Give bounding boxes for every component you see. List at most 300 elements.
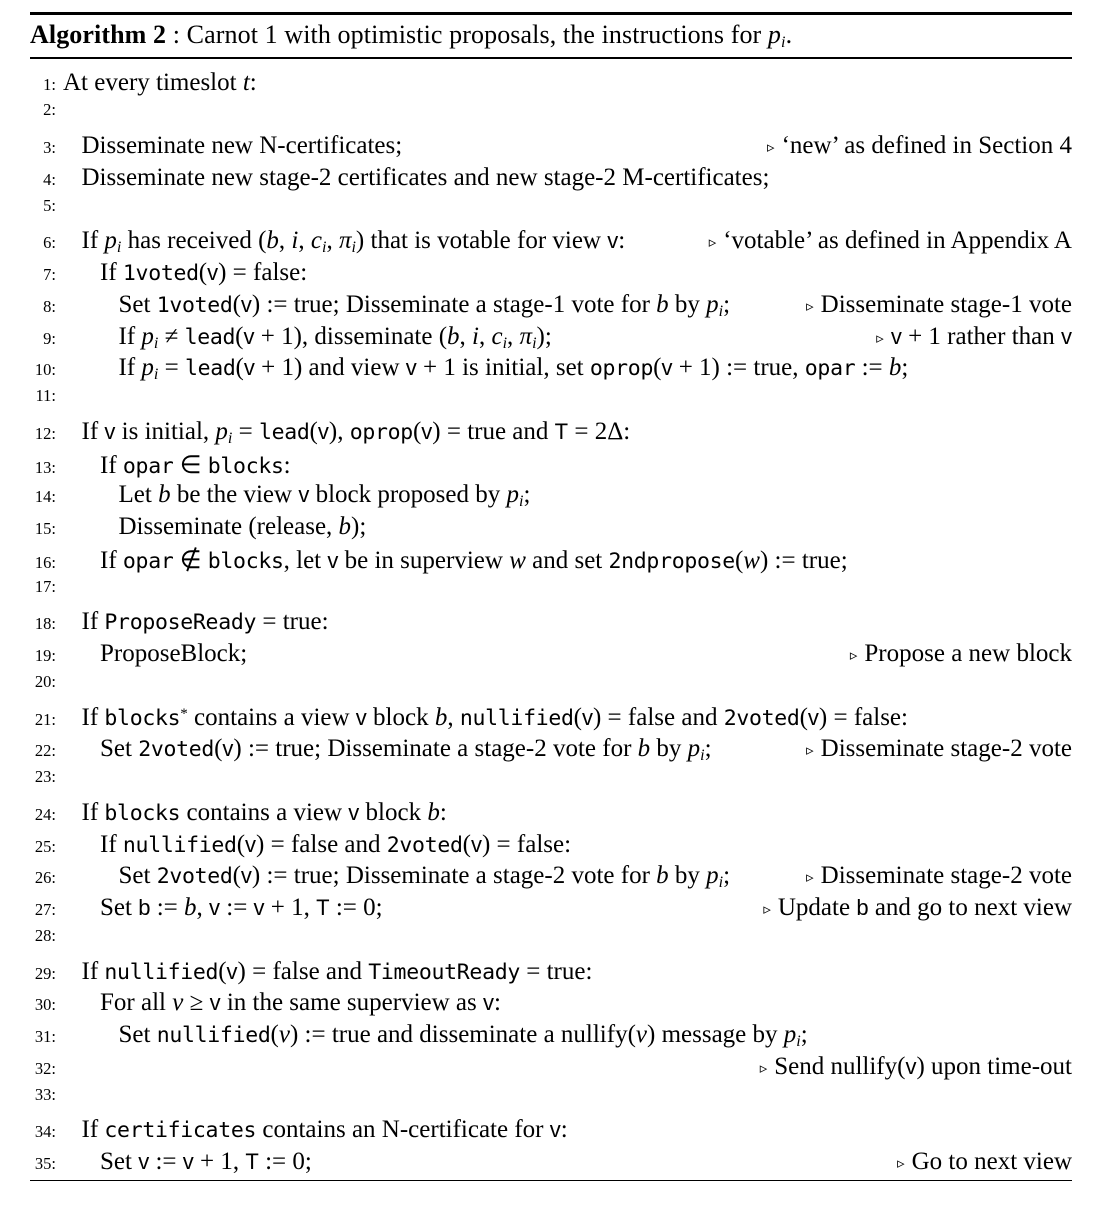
code-segment: lead [184,356,236,382]
line-number: 3: [43,138,56,158]
code-segment: has received ( [121,227,267,255]
line-code [82,418,631,446]
algorithm-line [30,640,1072,672]
line-code [100,1148,312,1176]
line-number: 12: [34,423,56,443]
line-number: 2: [43,100,56,120]
code-segment: : [560,1116,568,1144]
code-segment: nullified [156,1023,271,1049]
code-segment: i [153,334,159,352]
code-segment: If [100,451,123,479]
code-segment: ; [723,290,731,318]
code-segment: p [687,735,701,763]
code-segment: T [554,418,569,444]
code-segment: i [291,227,299,255]
code-segment: p [706,290,719,318]
comment-marker-icon: ▹ [806,296,814,315]
code-segment: b [434,703,448,731]
code-segment: := [855,354,889,382]
code-segment: b [637,735,651,763]
line-number: 11: [35,386,56,406]
code-segment: ( [573,703,582,731]
line-number: 9: [43,328,56,348]
comment-segment: Disseminate stage-1 vote [820,290,1072,318]
code-segment: := [220,894,254,922]
code-segment: v [635,1021,648,1049]
code-segment: If [81,957,105,985]
code-segment: Disseminate (release, [118,513,339,541]
algorithm-line [30,767,1072,799]
code-segment: ) = false: [218,259,308,287]
comment-marker-icon: ▹ [708,233,717,252]
code-segment: + 1) and view [254,354,406,382]
code-segment: , [459,322,473,350]
algorithm-line [30,735,1072,767]
code-segment: b [266,227,279,255]
code-segment: 2ndpropose [608,548,735,574]
code-segment: ) message by [647,1021,784,1049]
code-segment: v [172,989,184,1017]
code-segment: i [153,366,159,384]
code-segment: v [240,863,252,889]
algorithm-line [30,545,1072,577]
line-number: 29: [34,963,56,983]
line-number: 10: [34,360,56,380]
code-segment: = true: [520,957,593,985]
code-segment: v [348,799,360,825]
line-code [100,545,848,575]
comment-segment: and go to next view [868,894,1072,922]
line-number: 30: [34,995,56,1015]
algorithm-line [30,799,1072,831]
line-code [119,291,731,319]
code-segment: nullified [104,959,219,985]
code-segment: p [706,862,719,890]
code-segment: v [317,418,329,444]
code-segment: i [519,493,524,511]
line-code [100,989,501,1017]
code-segment: b [338,513,352,541]
code-segment: ( [235,354,244,382]
code-segment: ( [734,546,744,574]
code-segment: ; [723,862,731,890]
line-number: 16: [34,552,56,572]
algorithm-line [30,672,1072,704]
comment-marker-icon: ▹ [763,900,771,919]
code-segment: ) := true; Disseminate a stage-2 vote for [233,735,638,763]
code-segment: and set [525,546,609,574]
title-segment: p [767,20,782,49]
comment-segment: ‘new’ as defined in Section 4 [781,132,1072,160]
algorithm-title [30,15,1072,57]
comment-segment: Disseminate stage-2 vote [820,735,1072,763]
line-comment [876,323,1072,351]
line-code [100,831,571,859]
algorithm-line [30,196,1072,228]
line-code [63,69,257,97]
title-segment: : Carnot 1 with optimistic proposals, the instructions for [166,20,768,49]
line-number: 23: [34,767,56,787]
code-segment: ( [218,957,227,985]
code-segment: ; [800,1021,808,1049]
code-segment: i [718,302,724,320]
line-number: 13: [34,457,56,477]
code-segment: w [743,546,760,574]
code-segment: oprop [349,419,413,445]
code-segment: blocks [104,705,181,731]
code-segment: be in superview [338,546,510,574]
algorithm-line [30,164,1072,196]
comment-marker-icon: ▹ [897,1154,905,1173]
code-segment: Set [118,290,157,318]
code-segment: ( [462,830,471,858]
line-number: 33: [34,1084,56,1104]
line-number: 26: [34,868,56,888]
code-segment: ( [236,830,246,858]
code-segment: Set [118,1021,157,1049]
line-code [82,608,329,636]
code-segment: v [243,323,255,349]
code-segment: ( [235,322,244,350]
code-segment: v [245,831,257,857]
code-segment: v [182,1149,194,1175]
line-code [119,354,909,382]
code-segment: If [81,798,105,826]
line-number: 21: [34,709,56,729]
code-segment: v [240,291,252,317]
code-segment: b [138,895,151,921]
code-segment: blocks [207,548,284,574]
algorithm-line [30,100,1072,132]
line-number: 27: [34,900,56,920]
line-number: 31: [34,1027,56,1047]
line-number: 8: [43,296,56,316]
line-comment [806,291,1072,319]
code-segment: ( [270,1021,279,1049]
code-segment: ) = false: [481,830,572,858]
code-segment: v [327,547,339,573]
code-segment: ) := true; Disseminate a stage-1 vote for [251,290,657,318]
code-segment: ≥ [183,989,210,1017]
code-segment: p [783,1021,797,1049]
algorithm-line [30,418,1072,450]
algorithm-line [30,132,1072,164]
code-segment: v [104,418,116,444]
code-segment: i [351,239,356,257]
code-segment: ) = false and [256,830,387,858]
code-segment: Set [118,862,157,890]
code-segment: Set [100,735,139,763]
line-comment [763,894,1072,922]
code-segment: ) := true; Disseminate a stage-2 vote for [251,862,657,890]
line-number: 6: [43,233,56,253]
code-segment: contains an N-certificate for [256,1116,550,1144]
line-code [119,862,731,890]
code-segment: certificates [104,1118,257,1144]
code-segment: block proposed by [309,481,507,509]
code-segment: ( [799,703,808,731]
line-code [82,227,626,255]
algorithm-line [30,69,1072,101]
line-code [82,704,908,732]
code-segment: ( [198,259,208,287]
code-segment: ) := true and disseminate a nullify( [289,1021,636,1049]
code-segment: Set [100,894,139,922]
code-segment: t [242,68,250,96]
code-segment: block [366,703,435,731]
code-segment: + 1), disseminate ( [254,322,448,350]
line-number: 17: [34,576,56,596]
code-segment: := [149,1148,183,1176]
code-segment: 2voted [723,705,800,731]
algorithm-line [30,481,1072,513]
algorithm-line [30,386,1072,418]
line-number: 19: [34,646,56,666]
code-segment: v [581,704,593,730]
comment-marker-icon: ▹ [806,741,814,760]
code-segment: i [321,239,327,257]
code-segment: contains a view [187,703,356,731]
line-code [100,259,307,287]
line-number: 15: [34,519,56,539]
title-segment: Algorithm 2 [30,20,167,49]
code-segment: v [298,482,310,508]
code-segment: 1voted [156,292,233,318]
code-segment: v [222,736,234,762]
line-comment [806,862,1072,890]
comment-segment: v [1061,323,1072,349]
code-segment: opar [122,453,174,479]
algorithm-line [30,1085,1072,1117]
code-segment: If [81,703,105,731]
code-segment: p [141,354,154,382]
code-segment: i [116,239,122,257]
code-segment: ) = true and [432,417,555,445]
code-segment: v [405,355,417,381]
line-comment [767,132,1072,160]
line-code [100,894,383,922]
code-segment: i [502,334,508,352]
code-segment: contains a view [180,798,349,826]
code-segment: oprop [589,356,654,382]
code-segment: : [439,798,447,826]
line-code [100,640,247,668]
code-segment: v [278,1021,290,1049]
algorithm-body [30,59,1072,1180]
line-comment [806,735,1072,763]
code-segment: , [298,227,311,255]
code-segment: : [249,68,257,96]
code-segment: ); [536,322,552,350]
code-segment: , let [283,546,328,574]
algorithm-line [30,323,1072,355]
comment-segment: Disseminate stage-2 vote [820,862,1072,890]
line-number: 32: [34,1058,56,1078]
bottom-rule [30,1180,1072,1182]
code-segment: v [470,831,482,857]
code-segment: ( [232,862,241,890]
code-segment: , [447,703,460,731]
code-segment: If [118,354,142,382]
line-number: 34: [34,1122,56,1142]
code-segment: := [150,894,184,922]
line-code [100,450,291,480]
code-segment: v [661,355,673,381]
code-segment: ) := true; [759,546,848,574]
algorithm-line [30,354,1072,386]
line-code [82,799,447,827]
code-segment: v [421,418,433,444]
code-segment: v [243,355,255,381]
code-segment: i [472,322,479,350]
code-segment: 1voted [122,261,199,287]
code-segment: If [81,608,105,636]
code-segment: v [207,260,219,286]
code-segment: If [100,546,123,574]
algorithm-line [30,704,1072,736]
line-number: 14: [34,487,56,507]
line-number: 4: [43,169,56,189]
code-segment: ProposeBlock; [100,640,248,668]
comment-marker-icon: ▹ [849,646,858,665]
code-segment: opar [804,356,856,382]
code-segment: ( [309,417,318,445]
algorithm-line [30,259,1072,291]
code-segment: ( [653,354,662,382]
code-segment: v [209,895,220,921]
code-segment: v [138,1149,150,1175]
code-segment: , [278,227,292,255]
algorithm-line [30,1021,1072,1053]
algorithm-line [30,1116,1072,1148]
code-segment: T [316,895,330,921]
code-segment: : [618,227,626,255]
code-segment: π [519,322,533,350]
code-segment: v [209,990,221,1016]
code-segment: lead [184,324,236,350]
code-segment: p [104,227,117,255]
code-segment: = 2Δ: [568,417,631,445]
algorithm-line [30,989,1072,1021]
code-segment: ( [214,735,223,763]
comment-segment: Propose a new block [864,640,1072,668]
code-segment: For all [100,989,173,1017]
code-segment: b [184,894,197,922]
code-segment: ; [523,481,531,509]
code-segment: b [427,798,440,826]
code-segment: + 1, [264,894,317,922]
comment-segment: v [890,323,902,349]
code-segment: by [668,862,707,890]
code-segment: nullified [122,832,237,858]
algorithm-line [30,227,1072,259]
code-segment: ) that is votable for view [355,227,608,255]
comment-marker-icon: ▹ [767,138,775,157]
code-segment: v [226,958,238,984]
algorithm-block [30,12,1072,1181]
code-segment: ProposeReady [104,610,257,636]
line-code [119,323,552,351]
code-segment: If [100,259,123,287]
code-segment: ≠ [158,322,185,350]
code-segment: i [700,747,705,765]
code-segment: w [509,546,526,574]
code-segment: If [81,1116,105,1144]
code-segment: : [494,989,501,1017]
code-segment: in the same superview as [220,989,483,1017]
line-code [100,735,712,763]
code-segment: by [668,290,707,318]
code-segment: v [807,704,819,730]
comment-segment: + 1 rather than [901,322,1061,350]
code-segment: v [355,704,367,730]
code-segment: If [81,227,105,255]
code-segment: i [718,874,724,892]
line-number: 20: [34,671,56,691]
code-segment: is initial, [115,417,216,445]
comment-marker-icon: ▹ [759,1058,768,1077]
comment-segment: Go to next view [911,1148,1072,1176]
code-segment: lead [258,419,310,445]
code-segment: π [338,227,352,255]
code-segment: b [158,481,171,509]
code-segment: := 0; [329,894,383,922]
code-segment: v [549,1117,561,1143]
line-code [119,513,367,541]
code-segment: c [310,227,322,255]
line-code [82,164,770,192]
code-segment: ) = false and [592,703,724,731]
code-segment: + 1) := true, [672,354,805,382]
comment-segment: b [856,895,869,921]
code-segment: i [227,429,233,447]
code-segment: If [81,417,105,445]
code-segment: b [888,354,902,382]
algorithm-line [30,894,1072,926]
code-segment: v [253,895,265,921]
code-segment: ( [232,290,241,318]
line-number: 24: [34,804,56,824]
code-segment: v [607,228,619,254]
algorithm-line [30,1148,1072,1180]
code-segment: , [478,322,492,350]
code-segment: Let [118,481,159,509]
code-segment: , [326,227,339,255]
code-segment: 2voted [156,864,233,890]
code-segment: b [656,290,669,318]
code-segment: ), [328,417,350,445]
algorithm-line [30,291,1072,323]
code-segment: = [232,417,259,445]
code-segment: TimeoutReady [368,959,520,985]
code-segment: opar [122,548,174,574]
code-segment: Disseminate new stage-2 certificates and new stage-2 M-certificates; [81,163,770,191]
line-comment [897,1148,1072,1176]
line-number: 7: [43,265,56,285]
algorithm-line [30,958,1072,990]
code-segment: block [359,798,428,826]
code-segment: Set [100,1148,139,1176]
comment-marker-icon: ▹ [876,328,884,347]
line-number: 18: [34,614,56,634]
line-number: 35: [34,1154,56,1174]
line-comment [760,1053,1072,1081]
code-segment: be the view [170,481,299,509]
comment-segment: ‘votable’ as defined in Appendix A [723,227,1072,255]
code-segment: ; [901,354,909,382]
algorithm-line [30,513,1072,545]
line-number: 1: [43,74,56,94]
